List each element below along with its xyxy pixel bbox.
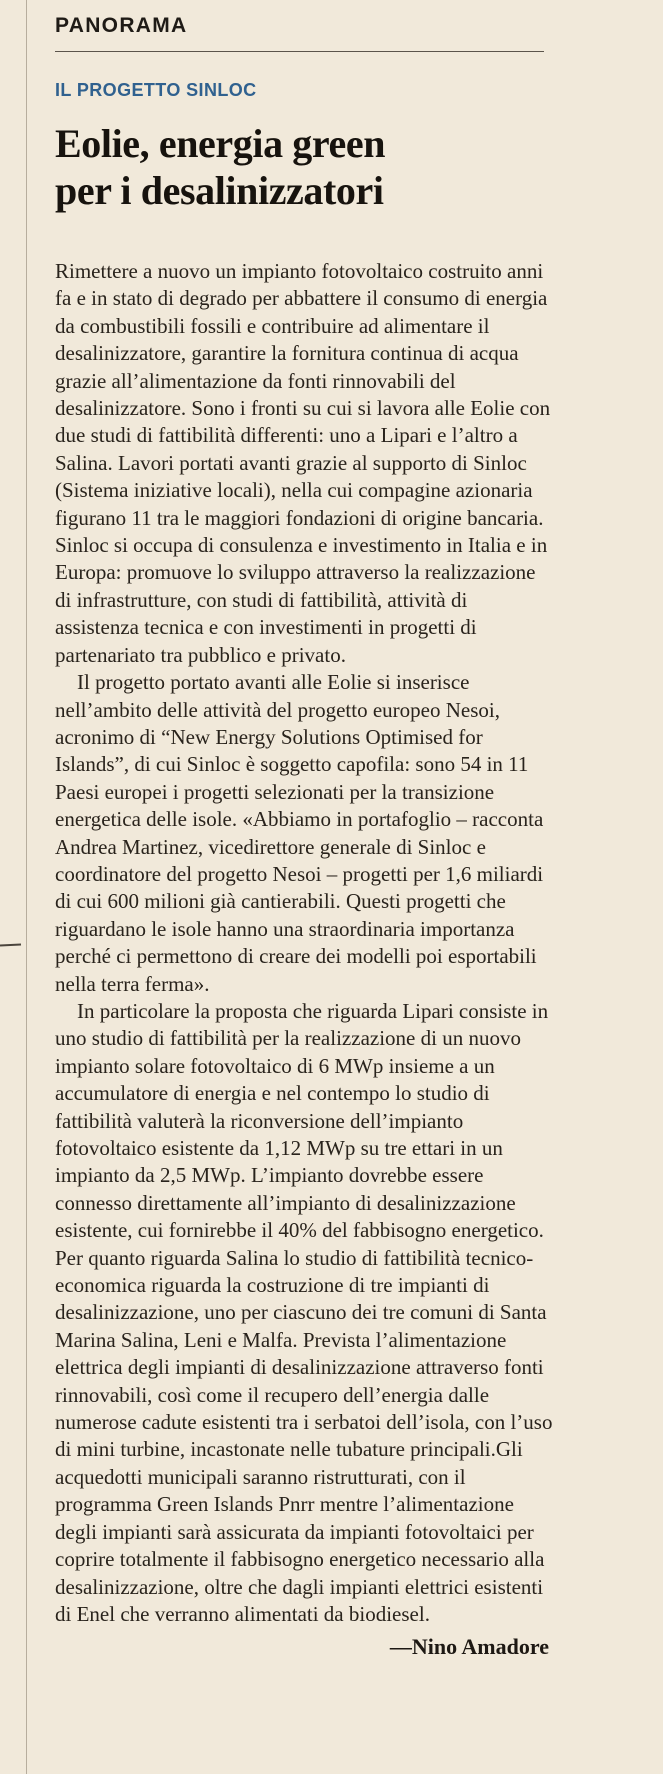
article-paragraph-1: Rimettere a nuovo un impianto fotovoltaico costruito anni fa e in stato di degrado per abbattere il consumo di energia da combustibili fossili e contribuire ad alimentare il desalinizzatore, garantire la fornitura continua di acqua grazie all’alimentazione da fonti rinnovabili del desalinizzatore. Sono i fronti su cui si lavora alle Eolie con due studi di fattibilità differenti: uno a Lipari e l’altro a Salina. Lavori portati avanti grazie al supporto di Sinloc (Sistema iniziative locali), nella cui compagine azionaria figurano 11 tra le maggiori fondazioni di origine bancaria. Sinloc si occupa di consulenza e investimento in Italia e in Europa: promuove lo sviluppo attraverso la realizzazione di infrastrutture, con studi di fattibilità, attività di assistenza tecnica e con investimenti in progetti di partenariato tra pubblico e privato. <box>55 259 551 667</box>
left-margin-mark <box>0 943 21 946</box>
author-byline: —Nino Amadore <box>389 1634 549 1660</box>
article-kicker: IL PROGETTO SINLOC <box>55 80 257 100</box>
article-body <box>55 258 553 1628</box>
article-paragraph-3: In particolare la proposta che riguarda Lipari consiste in uno studio di fattibilità per la realizzazione di un nuovo impianto solare fotovoltaico di 6 MWp insieme a un accumulatore di energia e nel contempo lo studio di fattibilità valuterà la riconversione dell’impianto fotovoltaico esistente da 1,12 MWp su tre ettari in un impianto da 2,5 MWp. L’impianto dovrebbe essere connesso direttamente all’impianto di desalinizzazione esistente, cui fornirebbe il 40% del fabbisogno energetico. Per quanto riguarda Salina lo studio di fattibilità tecnico-economica riguarda la costruzione di tre impianti di desalinizzazione, uno per ciascuno dei tre comuni di Santa Marina Salina, Leni e Malfa. Prevista l’alimentazione elettrica degli impianti di desalinizzazione attraverso fonti rinnovabili, così come il recupero dell’energia dalle numerose cadute esistenti tra i serbatoi dell’isola, con l’uso di mini turbine, incastonate nelle tubature principali.Gli acquedotti municipali saranno ristrutturati, con il programma Green Islands Pnrr mentre l’alimentazione degli impianti sarà assicurata da impianti fotovoltaici per coprire totalmente il fabbisogno energetico necessario alla desalinizzazione, oltre che dagli impianti elettrici esistenti di Enel che verranno alimentati da biodiesel. <box>55 998 553 1626</box>
article-column <box>55 0 553 1660</box>
section-header: PANORAMA <box>55 14 188 37</box>
article-title-line-2: per i desalinizzatori <box>55 168 384 213</box>
article-title <box>55 120 553 214</box>
column-divider-rule <box>26 0 27 1774</box>
section-header-rule <box>55 51 544 52</box>
article-paragraph-2: Il progetto portato avanti alle Eolie si inserisce nell’ambito delle attività del progetto europeo Nesoi, acronimo di “New Energy Solutions Optimised for Islands”, di cui Sinloc è soggetto capofila: sono 54 in 11 Paesi europei i progetti selezionati per la transizione energetica delle isole. «Abbiamo in portafoglio – racconta Andrea Martinez, vicedirettore generale di Sinloc e coordinatore del progetto Nesoi – progetti per 1,6 miliardi di cui 600 milioni già cantierabili. Questi progetti che riguardano le isole hanno una straordinaria importanza perché ci permettono di creare dei modelli poi esportabili nella terra ferma». <box>55 670 544 996</box>
article-title-line-1: Eolie, energia green <box>55 121 386 166</box>
